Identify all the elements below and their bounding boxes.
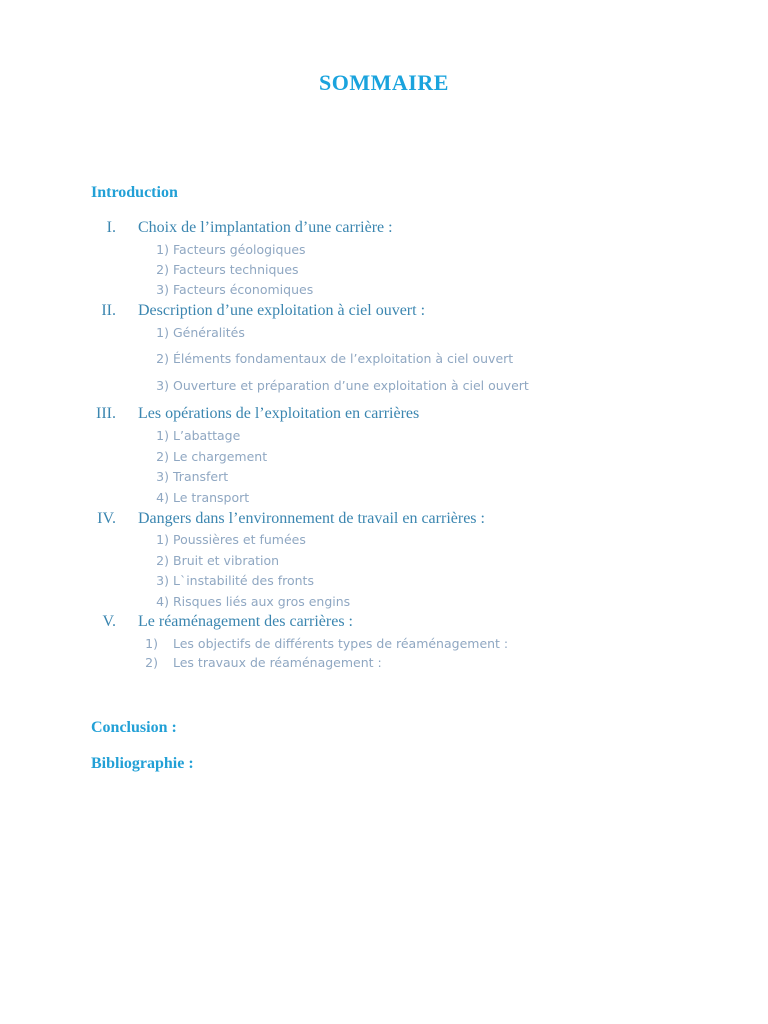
section-3-item-4-number: 4) <box>156 490 169 505</box>
section-4-number: IV. <box>97 510 116 527</box>
section-1-number: I. <box>106 219 116 236</box>
section-2-item-3-number: 3) <box>156 378 169 393</box>
section-1-item-2: Facteurs techniques <box>173 262 299 277</box>
section-2-title: Description d’une exploitation à ciel ouvert : <box>138 302 426 319</box>
section-1-item-1-number: 1) <box>156 242 169 257</box>
conclusion-heading: Conclusion : <box>91 719 177 736</box>
section-1-item-2-number: 2) <box>156 262 169 277</box>
section-1-item-3-number: 3) <box>156 282 169 297</box>
section-1-item-1: Facteurs géologiques <box>173 242 306 257</box>
section-2-item-2: Éléments fondamentaux de l’exploitation à ciel ouvert <box>173 351 514 366</box>
section-4-item-2: Bruit et vibration <box>173 553 280 568</box>
section-2-item-1: Généralités <box>173 325 245 340</box>
section-3-item-2: Le chargement <box>173 449 268 464</box>
section-3-item-1: L’abattage <box>173 428 241 443</box>
section-5-item-2: Les travaux de réaménagement : <box>173 655 382 670</box>
section-5-item-1: Les objectifs de différents types de réaménagement : <box>173 636 509 651</box>
section-3-title: Les opérations de l’exploitation en carrières <box>138 405 420 422</box>
section-3-item-2-number: 2) <box>156 449 169 464</box>
section-4-title: Dangers dans l’environnement de travail en carrières : <box>138 510 485 527</box>
section-4-item-4-number: 4) <box>156 594 169 609</box>
bibliographie-heading: Bibliographie : <box>91 755 194 772</box>
section-5-title: Le réaménagement des carrières : <box>138 613 353 630</box>
section-2-item-2-number: 2) <box>156 351 169 366</box>
section-5-number: V. <box>102 613 116 630</box>
introduction-heading: Introduction <box>91 184 178 201</box>
section-4-item-4: Risques liés aux gros engins <box>173 594 351 609</box>
page-title: SOMMAIRE <box>319 70 449 95</box>
section-5-item-2-number: 2) <box>145 655 158 670</box>
section-1-item-3: Facteurs économiques <box>173 282 314 297</box>
section-4-item-3-number: 3) <box>156 573 169 588</box>
section-4-item-1: Poussières et fumées <box>173 532 306 547</box>
section-3-item-3: Transfert <box>173 469 229 484</box>
section-3-item-4: Le transport <box>173 490 250 505</box>
section-1-title: Choix de l’implantation d’une carrière : <box>138 219 393 236</box>
section-4-item-3: L`instabilité des fronts <box>173 573 314 588</box>
section-3-number: III. <box>96 405 116 422</box>
section-3-item-3-number: 3) <box>156 469 169 484</box>
section-5-item-1-number: 1) <box>145 636 158 651</box>
section-2-item-3: Ouverture et préparation d’une exploitation à ciel ouvert <box>173 378 529 393</box>
section-3-item-1-number: 1) <box>156 428 169 443</box>
section-4-item-1-number: 1) <box>156 532 169 547</box>
section-4-item-2-number: 2) <box>156 553 169 568</box>
section-2-number: II. <box>101 302 116 319</box>
section-2-item-1-number: 1) <box>156 325 169 340</box>
